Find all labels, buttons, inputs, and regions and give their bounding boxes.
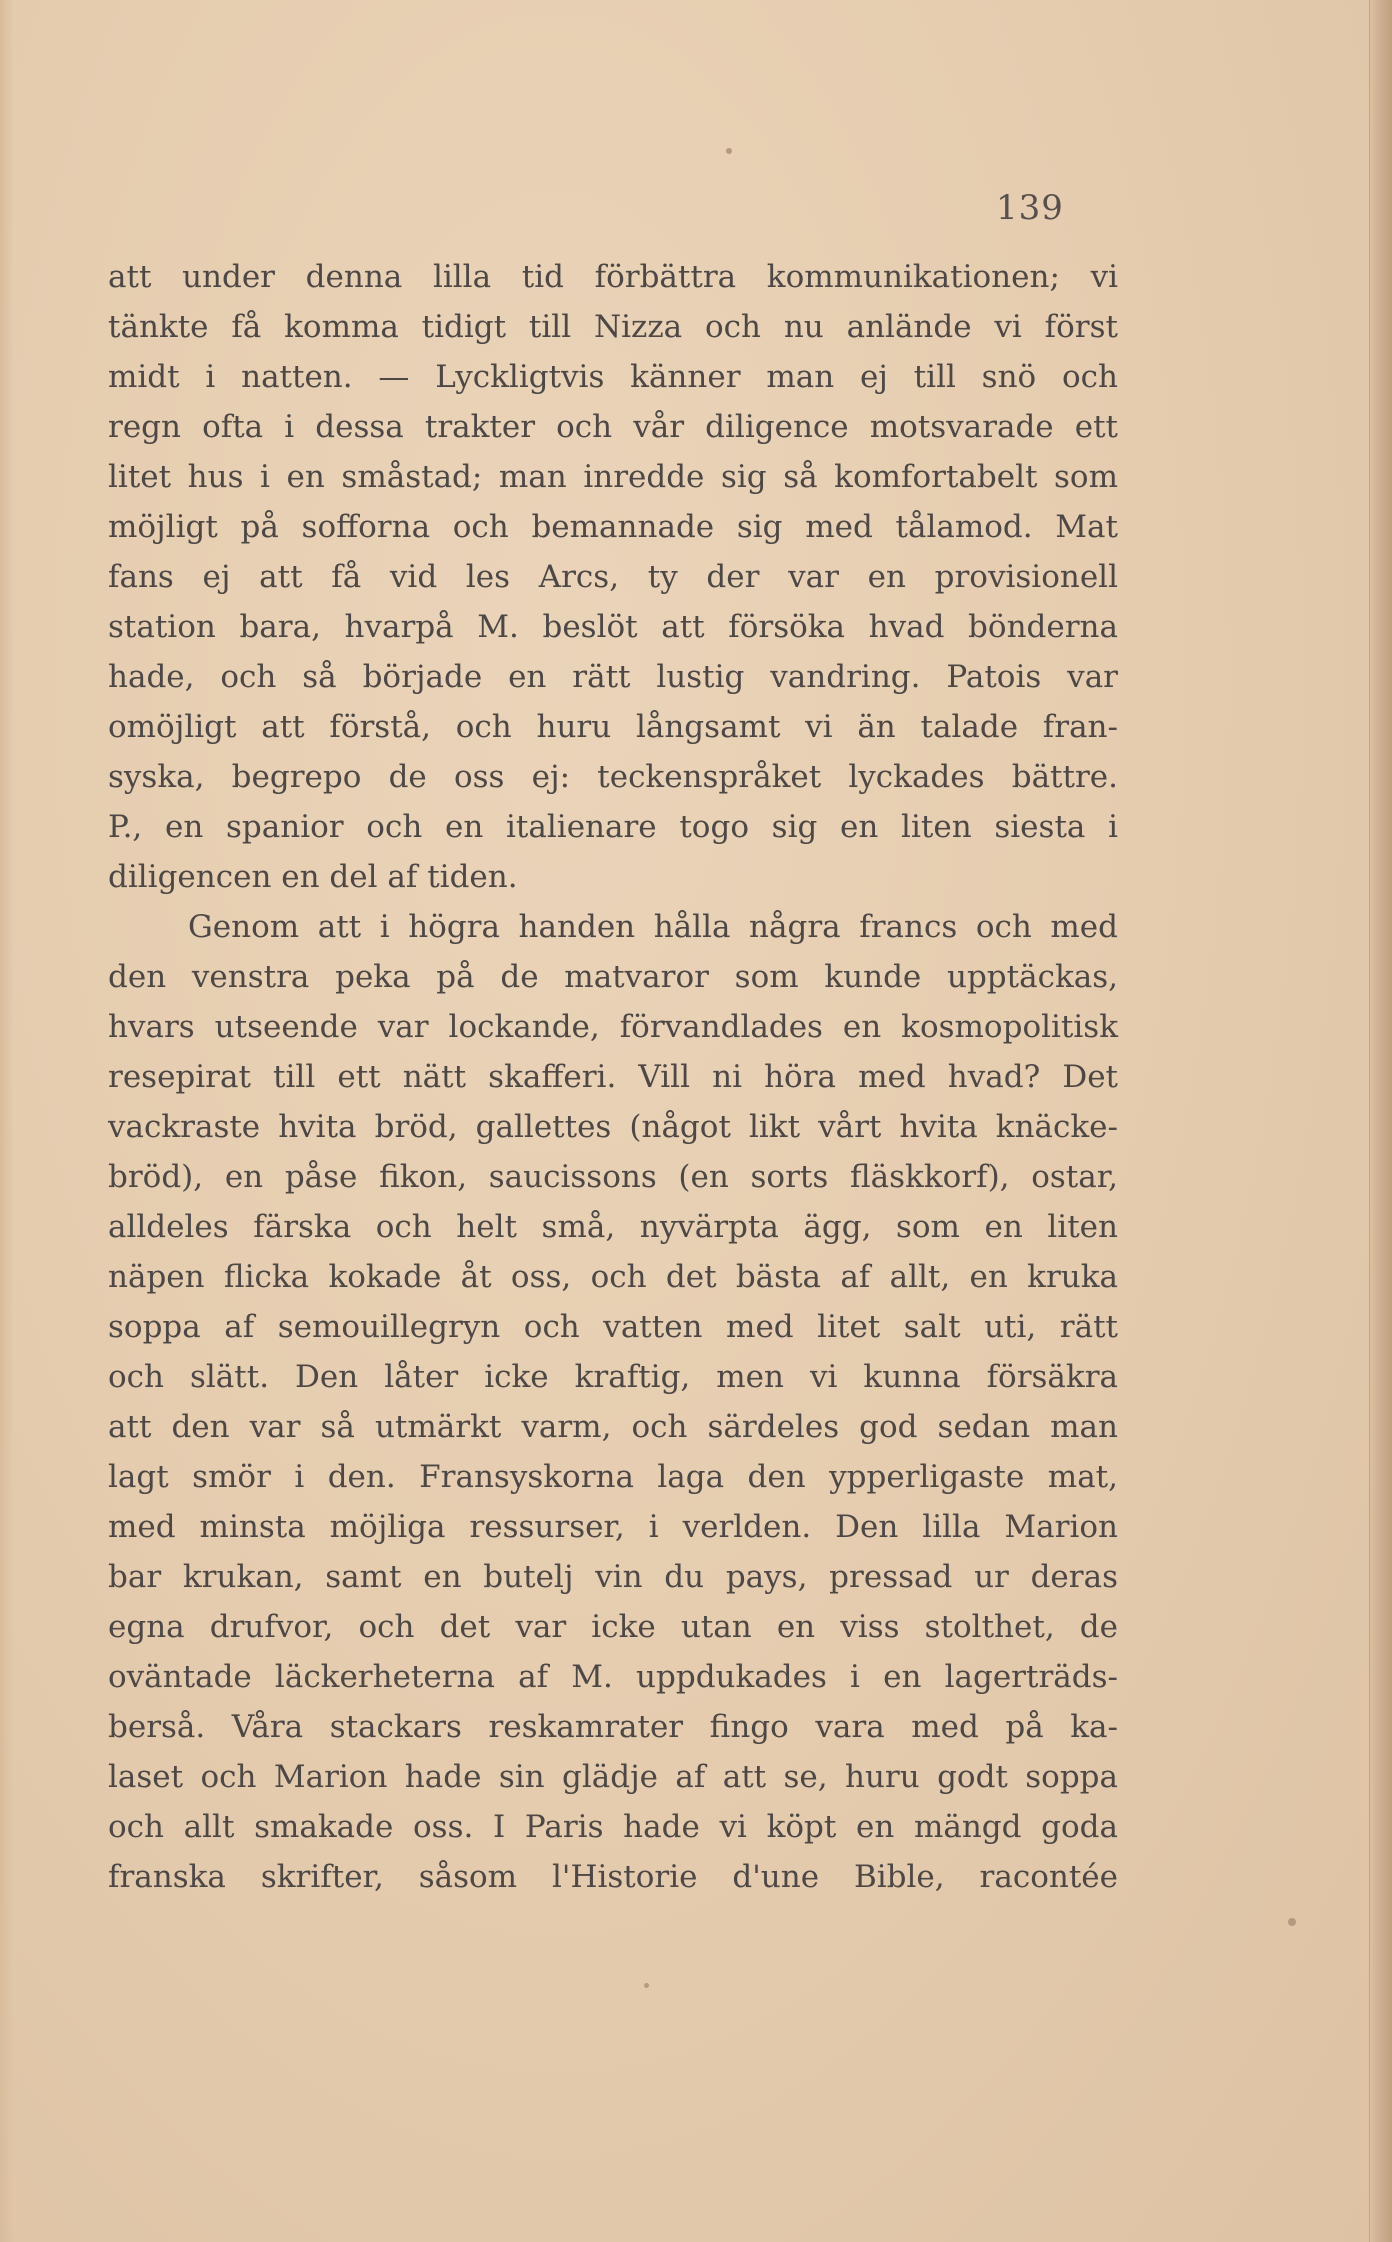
text-line: bar krukan, samt en butelj vin du pays, pressad ur deras [108,1559,1118,1595]
page-left-shadow [0,0,14,2242]
text-line: syska, begrepo de oss ej: teckenspråket lyckades bättre. [108,759,1118,795]
text-line: med minsta möjliga ressurser, i verlden. Den lilla Marion [108,1509,1118,1545]
text-line: lagt smör i den. Fransyskorna laga den ypperligaste mat, [108,1459,1118,1495]
paper-speck [644,1983,649,1988]
page-right-edge [1369,0,1392,2242]
body-text [108,252,1118,1902]
text-line: Genom att i högra handen hålla några francs och med [188,909,1118,945]
text-line: P., en spanior och en italienare togo sig en liten siesta i [108,809,1118,845]
text-line: hade, och så började en rätt lustig vandring. Patois var [108,659,1118,695]
text-line: och allt smakade oss. I Paris hade vi köpt en mängd goda [108,1809,1118,1845]
text-line: tänkte få komma tidigt till Nizza och nu anlände vi först [108,309,1118,345]
text-line: soppa af semouillegryn och vatten med litet salt uti, rätt [108,1309,1118,1345]
text-line: laset och Marion hade sin glädje af att se, huru godt soppa [108,1759,1118,1795]
text-line: vackraste hvita bröd, gallettes (något likt vårt hvita knäcke- [108,1109,1118,1145]
text-line: oväntade läckerheterna af M. uppdukades i en lagerträds- [108,1659,1118,1695]
text-line: diligencen en del af tiden. [108,859,518,895]
text-line: och slätt. Den låter icke kraftig, men vi kunna försäkra [108,1359,1118,1395]
text-line: resepirat till ett nätt skafferi. Vill ni höra med hvad? Det [108,1059,1118,1095]
text-line: att den var så utmärkt varm, och särdeles god sedan man [108,1409,1118,1445]
paper-speck [726,148,732,154]
text-line: regn ofta i dessa trakter och vår diligence motsvarade ett [108,409,1118,445]
text-line: litet hus i en småstad; man inredde sig så komfortabelt som [108,459,1118,495]
text-line: den venstra peka på de matvaror som kunde upptäckas, [108,959,1118,995]
text-line: näpen flicka kokade åt oss, och det bästa af allt, en kruka [108,1259,1118,1295]
text-line: franska skrifter, såsom l'Historie d'une Bible, racontée [108,1859,1118,1895]
text-line: fans ej att få vid les Arcs, ty der var en provisionell [108,559,1118,595]
text-line: berså. Våra stackars reskamrater fingo vara med på ka- [108,1709,1118,1745]
text-line: hvars utseende var lockande, förvandlades en kosmopolitisk [108,1009,1118,1045]
paper-speck [1288,1918,1296,1926]
text-line: möjligt på sofforna och bemannade sig med tålamod. Mat [108,509,1118,545]
text-line: bröd), en påse fikon, saucissons (en sorts fläskkorf), ostar, [108,1159,1118,1195]
text-line: att under denna lilla tid förbättra kommunikationen; vi [108,259,1118,295]
text-line: alldeles färska och helt små, nyvärpta ägg, som en liten [108,1209,1118,1245]
text-line: midt i natten. — Lyckligtvis känner man ej till snö och [108,359,1118,395]
text-line: egna drufvor, och det var icke utan en viss stolthet, de [108,1609,1118,1645]
text-line: omöjligt att förstå, och huru långsamt vi än talade fran- [108,709,1118,745]
text-line: station bara, hvarpå M. beslöt att försöka hvad bönderna [108,609,1118,645]
page-number: 139 [996,188,1064,228]
